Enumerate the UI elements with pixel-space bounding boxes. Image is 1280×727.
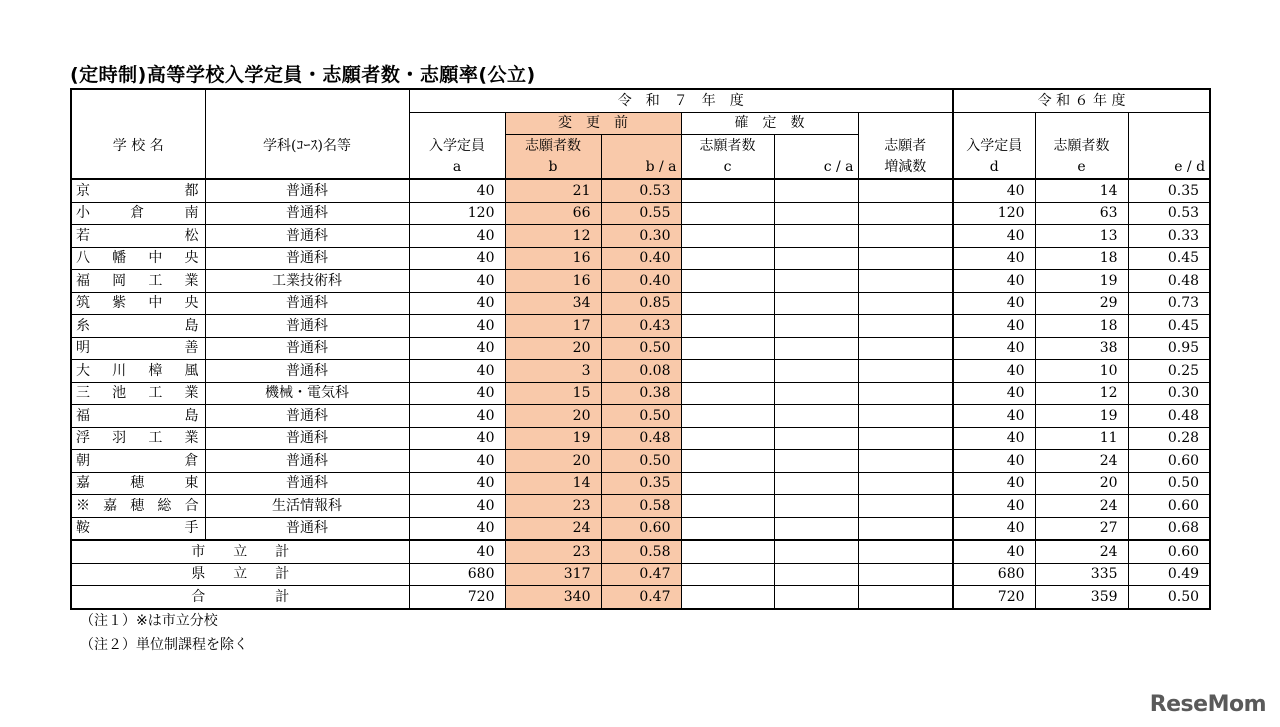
cell-ca: [774, 315, 858, 338]
cell-d: 680: [953, 563, 1035, 586]
cell-diff: [858, 225, 953, 248]
header-ratio-ca: c / a: [774, 157, 858, 180]
cell-e: 11: [1035, 427, 1128, 450]
cell-a: 40: [409, 472, 505, 495]
cell-b: 20: [505, 337, 601, 360]
cell-b: 317: [505, 563, 601, 586]
cell-course: 普通科: [205, 427, 409, 450]
header-blank-school-3: [71, 157, 205, 180]
header-blank-school: [71, 89, 205, 112]
cell-b: 23: [505, 540, 601, 563]
cell-c: [681, 495, 774, 518]
cell-b: 20: [505, 405, 601, 428]
cell-b: 15: [505, 382, 601, 405]
header-course-name: 学科(ｺｰｽ)名等: [205, 135, 409, 157]
cell-b: 12: [505, 225, 601, 248]
cell-e: 14: [1035, 179, 1128, 202]
cell-ca: [774, 360, 858, 383]
header-blank-course: [205, 89, 409, 112]
cell-ca: [774, 270, 858, 293]
cell-ed: 0.60: [1128, 540, 1210, 563]
cell-diff: [858, 315, 953, 338]
cell-b: 19: [505, 427, 601, 450]
cell-school: 浮 羽 工 業: [71, 427, 205, 450]
table-row: [71, 360, 1210, 383]
header-ratio-ba: b / a: [601, 157, 681, 180]
cell-ba: 0.48: [601, 427, 681, 450]
cell-a: 40: [409, 360, 505, 383]
cell-b: 16: [505, 247, 601, 270]
cell-ed: 0.73: [1128, 292, 1210, 315]
cell-diff: [858, 247, 953, 270]
cell-total-label: 市 立 計: [71, 540, 409, 563]
cell-a: 40: [409, 450, 505, 473]
cell-ba: 0.50: [601, 450, 681, 473]
cell-ed: 0.30: [1128, 382, 1210, 405]
cell-ca: [774, 472, 858, 495]
cell-ed: 0.48: [1128, 405, 1210, 428]
cell-ca: [774, 292, 858, 315]
cell-ca: [774, 337, 858, 360]
header-blank-ed: [1128, 112, 1210, 135]
cell-ed: 0.35: [1128, 179, 1210, 202]
cell-c: [681, 563, 774, 586]
cell-course: 普通科: [205, 247, 409, 270]
cell-d: 40: [953, 382, 1035, 405]
cell-school: 糸 島: [71, 315, 205, 338]
cell-ed: 0.25: [1128, 360, 1210, 383]
table-row: [71, 427, 1210, 450]
cell-b: 340: [505, 586, 601, 609]
cell-a: 40: [409, 292, 505, 315]
cell-ba: 0.47: [601, 586, 681, 609]
header-ratio-ed: e / d: [1128, 157, 1210, 180]
cell-course: 普通科: [205, 225, 409, 248]
cell-ed: 0.48: [1128, 270, 1210, 293]
cell-c: [681, 427, 774, 450]
header-blank-course-2: [205, 112, 409, 135]
cell-ca: [774, 202, 858, 225]
cell-ed: 0.53: [1128, 202, 1210, 225]
cell-c: [681, 202, 774, 225]
cell-e: 18: [1035, 315, 1128, 338]
cell-course: 普通科: [205, 450, 409, 473]
cell-e: 10: [1035, 360, 1128, 383]
table-row: [71, 292, 1210, 315]
cell-ca: [774, 179, 858, 202]
cell-ba: 0.47: [601, 563, 681, 586]
cell-e: 359: [1035, 586, 1128, 609]
cell-a: 40: [409, 495, 505, 518]
cell-total-label: 県 立 計: [71, 563, 409, 586]
header-blank-d: [953, 112, 1035, 135]
cell-school: ※ 嘉 穂 総 合: [71, 495, 205, 518]
cell-e: 18: [1035, 247, 1128, 270]
cell-diff: [858, 382, 953, 405]
note-1: （注１）※は市立分校: [80, 613, 218, 629]
cell-diff: [858, 472, 953, 495]
cell-d: 40: [953, 427, 1035, 450]
table-row: [71, 225, 1210, 248]
cell-ba: 0.08: [601, 360, 681, 383]
cell-b: 14: [505, 472, 601, 495]
cell-d: 40: [953, 337, 1035, 360]
cell-b: 34: [505, 292, 601, 315]
cell-c: [681, 405, 774, 428]
cell-total-label: 合 計: [71, 586, 409, 609]
cell-a: 720: [409, 586, 505, 609]
cell-diff: [858, 540, 953, 563]
cell-diff: [858, 586, 953, 609]
header-applicants-e: 志願者数: [1035, 135, 1128, 157]
cell-a: 40: [409, 225, 505, 248]
cell-diff: [858, 270, 953, 293]
header-capacity-a: 入学定員: [409, 135, 505, 157]
header-change-1: 志願者: [858, 135, 953, 157]
header-change-2: 増減数: [858, 157, 953, 180]
header-confirmed: 確 定 数: [681, 112, 858, 135]
cell-course: 普通科: [205, 292, 409, 315]
cell-diff: [858, 563, 953, 586]
total-row: [71, 563, 1210, 586]
cell-course: 普通科: [205, 360, 409, 383]
cell-diff: [858, 427, 953, 450]
cell-school: 筑 紫 中 央: [71, 292, 205, 315]
cell-course: 普通科: [205, 405, 409, 428]
cell-e: 24: [1035, 540, 1128, 563]
table-row: [71, 495, 1210, 518]
cell-school: 八 幡 中 央: [71, 247, 205, 270]
cell-ed: 0.68: [1128, 517, 1210, 540]
cell-e: 24: [1035, 450, 1128, 473]
cell-b: 24: [505, 517, 601, 540]
header-blank-ca: [774, 135, 858, 157]
cell-ca: [774, 225, 858, 248]
cell-a: 40: [409, 337, 505, 360]
cell-c: [681, 315, 774, 338]
cell-ba: 0.60: [601, 517, 681, 540]
cell-a: 40: [409, 247, 505, 270]
cell-c: [681, 360, 774, 383]
cell-school: 京 都: [71, 179, 205, 202]
cell-school: 鞍 手: [71, 517, 205, 540]
cell-diff: [858, 337, 953, 360]
cell-b: 20: [505, 450, 601, 473]
table-row: [71, 179, 1210, 202]
cell-ba: 0.40: [601, 270, 681, 293]
cell-school: 三 池 工 業: [71, 382, 205, 405]
cell-ba: 0.40: [601, 247, 681, 270]
cell-ba: 0.50: [601, 337, 681, 360]
header-applicants-b: 志願者数: [505, 135, 601, 157]
header-reiwa7: 令 和 ７ 年 度: [409, 89, 953, 112]
cell-school: 若 松: [71, 225, 205, 248]
cell-course: 普通科: [205, 337, 409, 360]
table-row: [71, 382, 1210, 405]
table-row: [71, 405, 1210, 428]
cell-diff: [858, 179, 953, 202]
cell-b: 21: [505, 179, 601, 202]
cell-d: 40: [953, 472, 1035, 495]
cell-e: 13: [1035, 225, 1128, 248]
cell-diff: [858, 405, 953, 428]
table-row: [71, 472, 1210, 495]
cell-a: 40: [409, 315, 505, 338]
cell-a: 680: [409, 563, 505, 586]
resemom-logo: ReseMom: [1149, 692, 1266, 717]
cell-b: 3: [505, 360, 601, 383]
cell-ed: 0.45: [1128, 315, 1210, 338]
cell-ed: 0.33: [1128, 225, 1210, 248]
cell-ed: 0.28: [1128, 427, 1210, 450]
header-letter-a: a: [409, 157, 505, 180]
header-letter-c: c: [681, 157, 774, 180]
cell-ba: 0.55: [601, 202, 681, 225]
cell-school: 福 島: [71, 405, 205, 428]
header-applicants-c: 志願者数: [681, 135, 774, 157]
table-row: [71, 202, 1210, 225]
cell-b: 66: [505, 202, 601, 225]
cell-course: 生活情報科: [205, 495, 409, 518]
page-title: (定時制)高等学校入学定員・志願者数・志願率(公立): [70, 64, 536, 86]
table-row: [71, 270, 1210, 293]
cell-ca: [774, 247, 858, 270]
cell-a: 40: [409, 517, 505, 540]
cell-a: 120: [409, 202, 505, 225]
cell-d: 40: [953, 179, 1035, 202]
cell-course: 機械・電気科: [205, 382, 409, 405]
cell-e: 38: [1035, 337, 1128, 360]
cell-a: 40: [409, 405, 505, 428]
cell-ca: [774, 427, 858, 450]
cell-ba: 0.43: [601, 315, 681, 338]
header-blank-ba: [601, 135, 681, 157]
cell-e: 335: [1035, 563, 1128, 586]
applicants-table: [70, 88, 1211, 610]
cell-course: 普通科: [205, 202, 409, 225]
cell-ed: 0.60: [1128, 495, 1210, 518]
cell-c: [681, 270, 774, 293]
cell-ca: [774, 540, 858, 563]
cell-e: 63: [1035, 202, 1128, 225]
cell-d: 40: [953, 405, 1035, 428]
header-blank-diff: [858, 112, 953, 135]
cell-school: 明 善: [71, 337, 205, 360]
cell-diff: [858, 202, 953, 225]
cell-d: 40: [953, 315, 1035, 338]
cell-b: 16: [505, 270, 601, 293]
note-2: （注２）単位制課程を除く: [80, 637, 248, 653]
header-letter-d: d: [953, 157, 1035, 180]
header-capacity-d: 入学定員: [953, 135, 1035, 157]
cell-c: [681, 517, 774, 540]
header-blank-ed-2: [1128, 135, 1210, 157]
cell-ba: 0.58: [601, 495, 681, 518]
cell-course: 普通科: [205, 517, 409, 540]
cell-ba: 0.38: [601, 382, 681, 405]
cell-course: 工業技術科: [205, 270, 409, 293]
cell-d: 40: [953, 292, 1035, 315]
cell-ba: 0.53: [601, 179, 681, 202]
cell-c: [681, 540, 774, 563]
cell-c: [681, 179, 774, 202]
cell-ca: [774, 382, 858, 405]
table-row: [71, 517, 1210, 540]
cell-d: 40: [953, 450, 1035, 473]
cell-b: 17: [505, 315, 601, 338]
cell-e: 12: [1035, 382, 1128, 405]
cell-ba: 0.58: [601, 540, 681, 563]
cell-diff: [858, 450, 953, 473]
cell-ca: [774, 517, 858, 540]
cell-c: [681, 247, 774, 270]
cell-d: 40: [953, 270, 1035, 293]
cell-d: 720: [953, 586, 1035, 609]
cell-c: [681, 382, 774, 405]
total-row: [71, 540, 1210, 563]
cell-b: 23: [505, 495, 601, 518]
cell-ba: 0.85: [601, 292, 681, 315]
header-blank-course-3: [205, 157, 409, 180]
header-blank-school-2: [71, 112, 205, 135]
cell-course: 普通科: [205, 315, 409, 338]
cell-course: 普通科: [205, 472, 409, 495]
cell-c: [681, 292, 774, 315]
cell-ed: 0.95: [1128, 337, 1210, 360]
cell-diff: [858, 360, 953, 383]
cell-d: 120: [953, 202, 1035, 225]
cell-ba: 0.30: [601, 225, 681, 248]
cell-a: 40: [409, 427, 505, 450]
cell-school: 福 岡 工 業: [71, 270, 205, 293]
header-blank-e: [1035, 112, 1128, 135]
cell-ed: 0.50: [1128, 472, 1210, 495]
cell-diff: [858, 292, 953, 315]
cell-e: 19: [1035, 270, 1128, 293]
cell-diff: [858, 495, 953, 518]
cell-c: [681, 225, 774, 248]
cell-d: 40: [953, 517, 1035, 540]
cell-ed: 0.45: [1128, 247, 1210, 270]
cell-d: 40: [953, 225, 1035, 248]
total-row: [71, 586, 1210, 609]
cell-c: [681, 450, 774, 473]
cell-school: 朝 倉: [71, 450, 205, 473]
header-reiwa6: 令 和 ６ 年 度: [953, 89, 1210, 112]
table-row: [71, 450, 1210, 473]
cell-d: 40: [953, 540, 1035, 563]
cell-a: 40: [409, 179, 505, 202]
cell-d: 40: [953, 495, 1035, 518]
cell-ca: [774, 495, 858, 518]
header-school-name: 学 校 名: [71, 135, 205, 157]
cell-ca: [774, 405, 858, 428]
cell-e: 27: [1035, 517, 1128, 540]
cell-diff: [858, 517, 953, 540]
cell-ed: 0.60: [1128, 450, 1210, 473]
cell-ba: 0.35: [601, 472, 681, 495]
table-row: [71, 247, 1210, 270]
cell-c: [681, 472, 774, 495]
cell-d: 40: [953, 360, 1035, 383]
cell-ed: 0.50: [1128, 586, 1210, 609]
cell-e: 19: [1035, 405, 1128, 428]
cell-ca: [774, 586, 858, 609]
cell-ed: 0.49: [1128, 563, 1210, 586]
cell-a: 40: [409, 270, 505, 293]
cell-ba: 0.50: [601, 405, 681, 428]
cell-school: 大 川 樟 風: [71, 360, 205, 383]
cell-c: [681, 586, 774, 609]
cell-course: 普通科: [205, 179, 409, 202]
cell-school: 小 倉 南: [71, 202, 205, 225]
header-blank-capacity: [409, 112, 505, 135]
cell-e: 29: [1035, 292, 1128, 315]
cell-ca: [774, 563, 858, 586]
table-row: [71, 315, 1210, 338]
cell-e: 24: [1035, 495, 1128, 518]
cell-a: 40: [409, 540, 505, 563]
table-row: [71, 337, 1210, 360]
cell-a: 40: [409, 382, 505, 405]
header-letter-e: e: [1035, 157, 1128, 180]
cell-e: 20: [1035, 472, 1128, 495]
cell-school: 嘉 穂 東: [71, 472, 205, 495]
header-before-change: 変 更 前: [505, 112, 681, 135]
cell-c: [681, 337, 774, 360]
cell-d: 40: [953, 247, 1035, 270]
cell-ca: [774, 450, 858, 473]
header-letter-b: b: [505, 157, 601, 180]
